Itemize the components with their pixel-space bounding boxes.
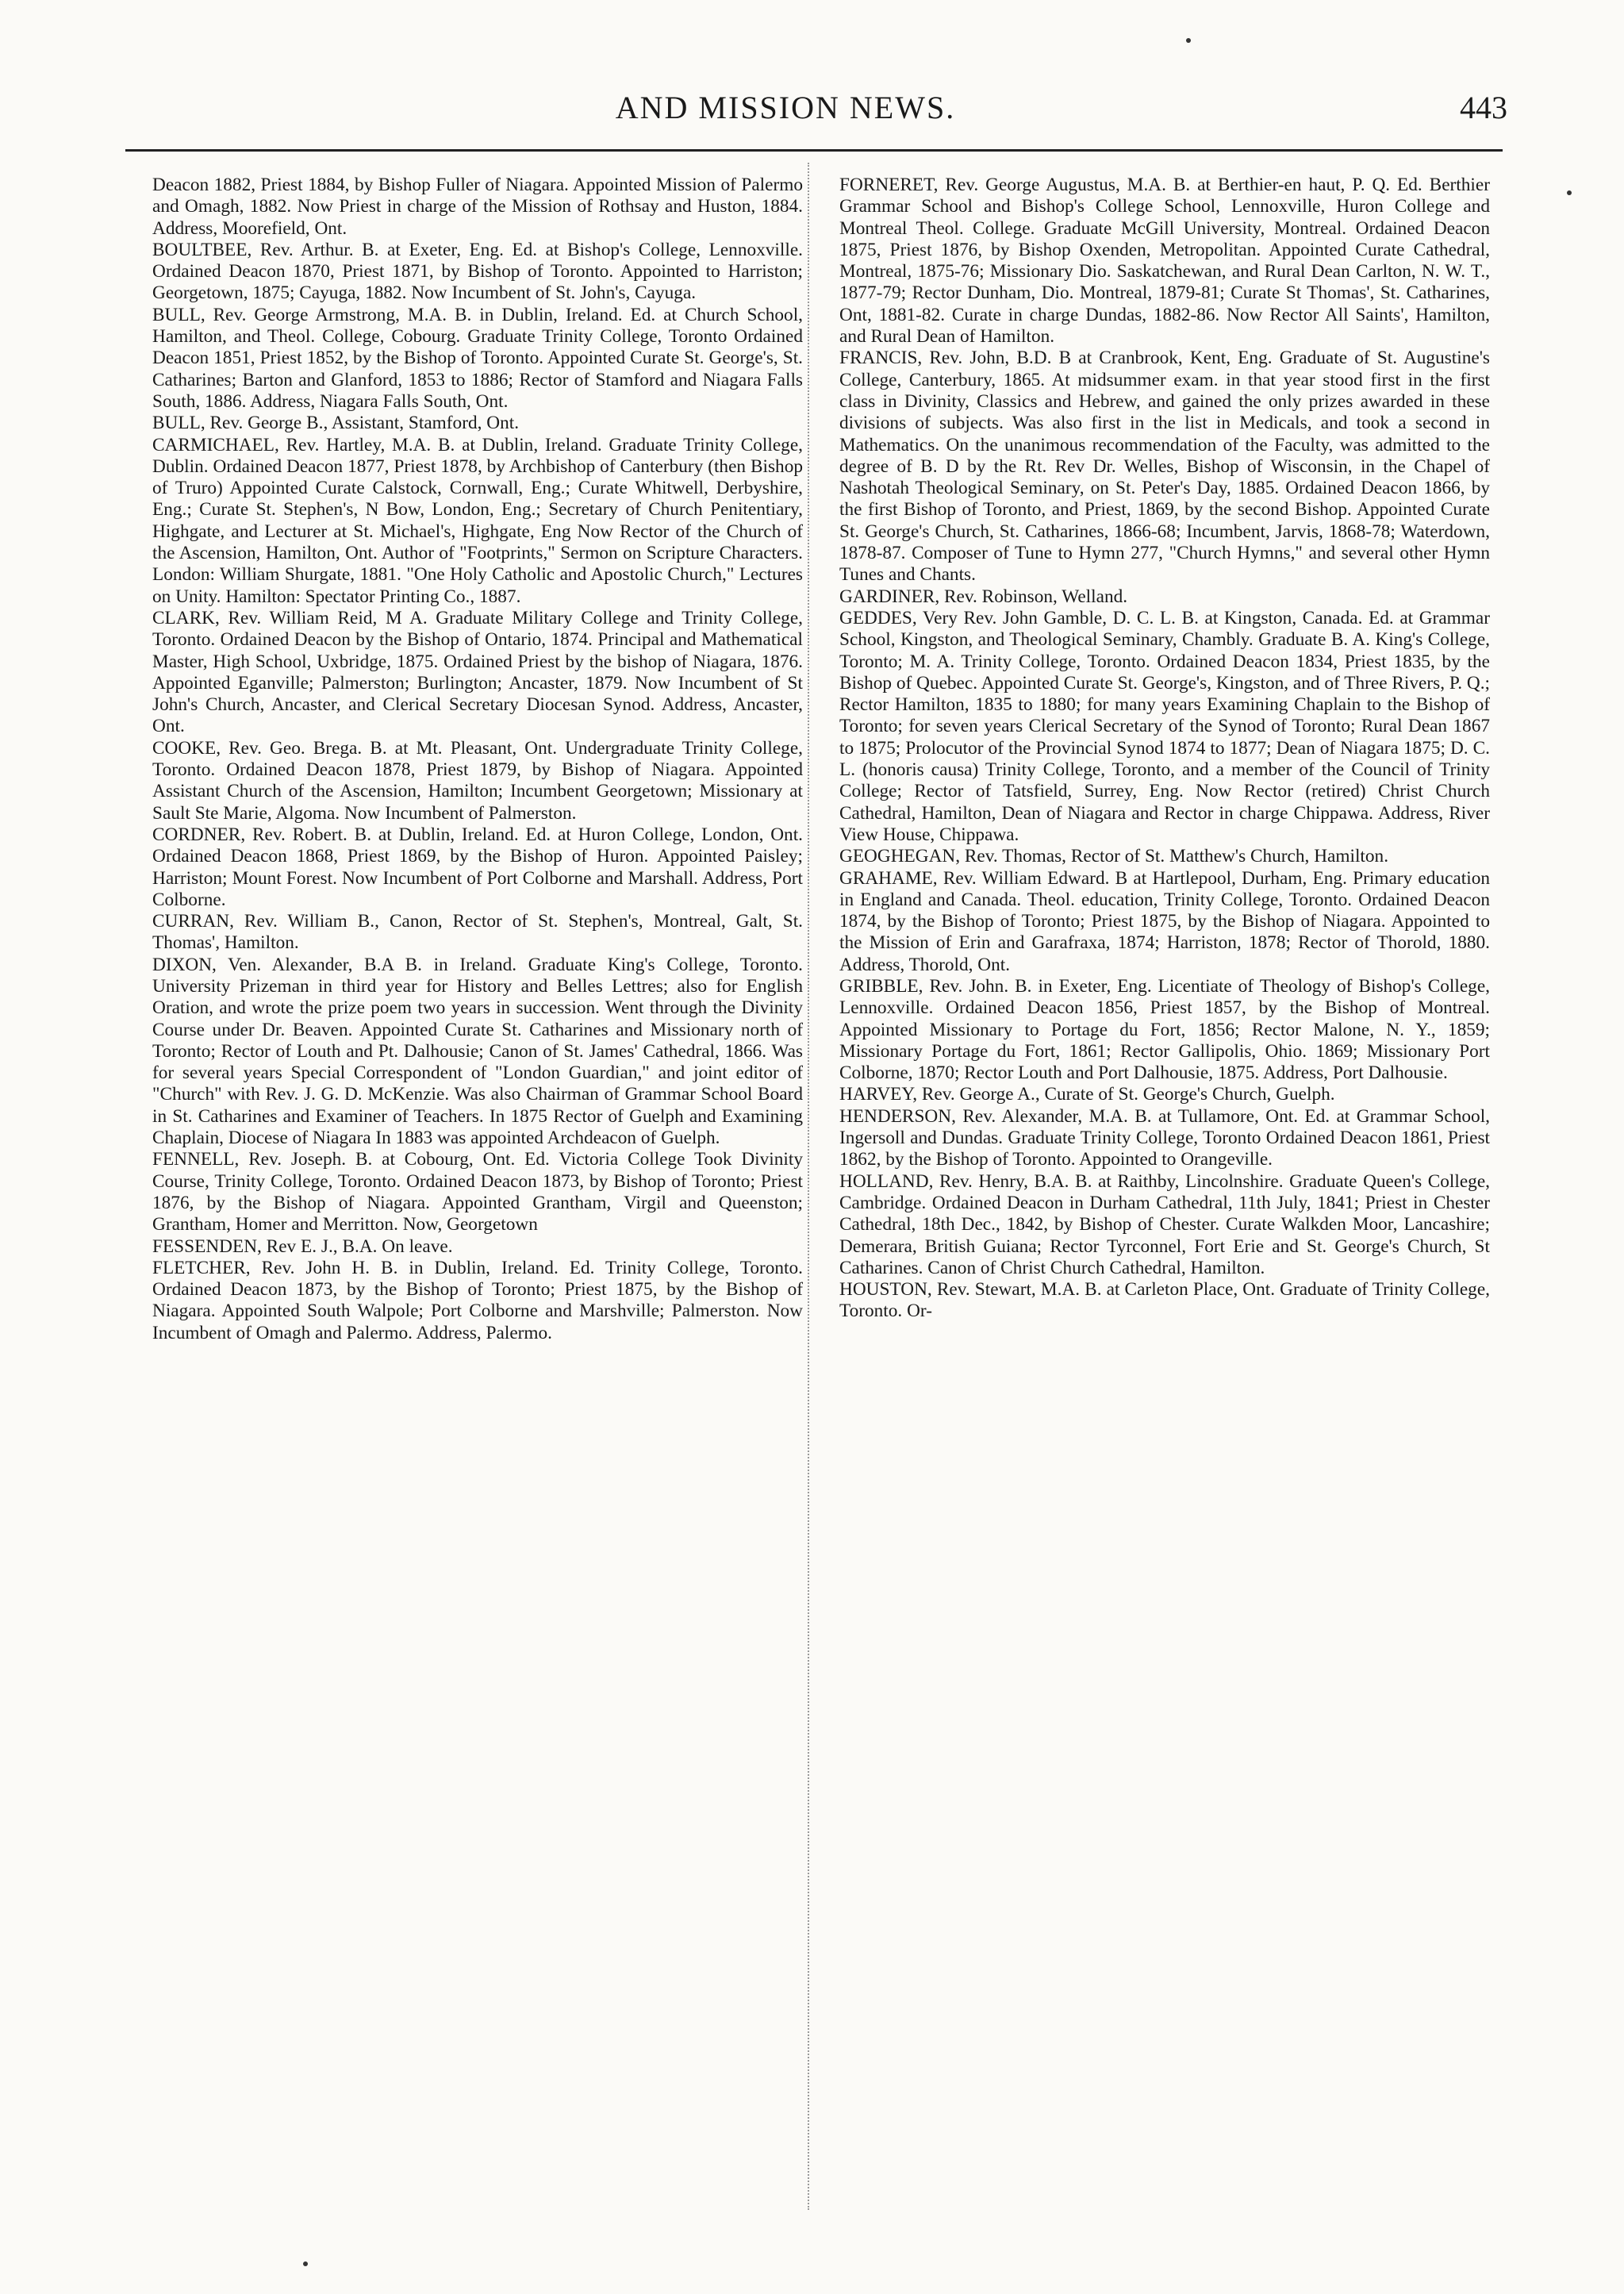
column-divider	[808, 163, 810, 2210]
entry-dixon: DIXON, Ven. Alexander, B.A B. in Ireland. Graduate King's College, Toronto. University Prizeman in third year for History and Belles Lettres; also for English Oration, and wrote the prize poem two years in succession. Went through the Divinity Course under Dr. Beaven. Appointed Curate St. Catharines and Missionary north of Toronto; Rector of Louth and Pt. Dalhousie; Canon of St. James' Cathedral, 1866. Was for several years Special Correspondent of "London Guardian," and joint editor of "Church" with Rev. J. G. D. McKenzie. Was also Chairman of Grammar School Board in St. Catharines and Examiner of Teachers. In 1875 Rector of Guelph and Examining Chaplain, Diocese of Niagara In 1883 was appointed Archdeacon of Guelph.	[152, 954, 803, 1149]
entry-henderson: HENDERSON, Rev. Alexander, M.A. B. at Tullamore, Ont. Ed. at Grammar School, Ingersoll and Dundas. Graduate Trinity College, Toronto Ordained Deacon 1861, Priest 1862, by the Bishop of Toronto. Appointed to Orangeville.	[839, 1105, 1490, 1170]
entry-fessenden: FESSENDEN, Rev E. J., B.A. On leave.	[152, 1235, 453, 1257]
page-number: 443	[1460, 90, 1507, 125]
entry-grahame: GRAHAME, Rev. William Edward. B at Hartlepool, Durham, Eng. Primary education in England and Canada. Theol. education, Trinity College, Toronto. Ordained Deacon 1874, by the Bishop of Toronto; Priest 1875, by the Bishop of Niagara. Appointed to the Mission of Erin and Garafraxa, 1874; Harriston, 1878; Rector of Thorold, 1880. Address, Thorold, Ont.	[839, 867, 1490, 975]
entry-cooke: COOKE, Rev. Geo. Brega. B. at Mt. Pleasant, Ont. Undergraduate Trinity College, Toronto. Ordained Deacon 1878, Priest 1879, by Bishop of Niagara. Appointed Assistant Church of the Ascension, Hamilton; Incumbent Georgetown; Missionary at Sault Ste Marie, Algoma. Now Incumbent of Palmerston.	[152, 737, 803, 824]
entry-bull-george-armstrong: BULL, Rev. George Armstrong, M.A. B. in Dublin, Ireland. Ed. at Church School, Hamilton, and Theol. College, Cobourg. Graduate Trinity College, Toronto Ordained Deacon 1851, Priest 1852, by the Bishop of Toronto. Appointed Curate St. George's, St. Catharines; Barton and Glanford, 1853 to 1886; Rector of Stamford and Niagara Falls South, 1886. Address, Niagara Falls South, Ont.	[152, 304, 803, 412]
running-title: AND MISSION NEWS.	[615, 90, 956, 125]
right-column	[839, 175, 1490, 1323]
entry-clark: CLARK, Rev. William Reid, M A. Graduate Military College and Trinity College, Toronto. Ordained Deacon by the Bishop of Ontario, 1874. Principal and Mathematical Master, High School, Uxbridge, 1875. Ordained Priest by the bishop of Niagara, 1876. Appointed Eganville; Palmerston; Burlington; Ancaster, 1879. Now Incumbent of St John's Church, Ancaster, and Clerical Secretary Diocesan Synod. Address, Ancaster, Ont.	[152, 607, 803, 737]
header-rule	[125, 149, 1503, 152]
entry-gribble: GRIBBLE, Rev. John. B. in Exeter, Eng. Licentiate of Theology of Bishop's College, Lennoxville. Ordained Deacon 1856, Priest 1857, by the Bishop of Montreal. Appointed Missionary to Portage du Fort, 1856; Rector Malone, N. Y., 1859; Missionary Portage du Fort, 1861; Rector Gallipolis, Ohio. 1869; Missionary Port Colborne, 1870; Rector Louth and Port Dalhousie, 1875. Address, Port Dalhousie.	[839, 975, 1490, 1084]
print-speck	[303, 2261, 308, 2266]
page-header	[119, 89, 1507, 136]
entry-francis: FRANCIS, Rev. John, B.D. B at Cranbrook, Kent, Eng. Graduate of St. Augustine's College, Canterbury, 1865. At midsummer exam. in that year stood first in the first class in Divinity, Classics and Hebrew, and gained the only prizes awarded in these divisions of subjects. Was also first in the list in Medicals, and took a second in Mathematics. On the unanimous recommendation of the Faculty, was admitted to the degree of B. D by the Rt. Rev Dr. Welles, Bishop of Wisconsin, in the Chapel of Nashotah Theological Seminary, on St. Peter's Day, 1885. Ordained Deacon 1866, by the first Bishop of Toronto, and Priest, 1869, by the second Bishop. Appointed Curate St. George's Church, St. Catharines, 1866-68; Incumbent, Jarvis, 1868-78; Waterdown, 1878-87. Composer of Tune to Hymn 277, "Church Hymns," and several other Hymn Tunes and Chants.	[839, 348, 1490, 586]
entry-curran: CURRAN, Rev. William B., Canon, Rector of St. Stephen's, Montreal, Galt, St. Thomas', Hamilton.	[152, 911, 803, 954]
entry-continuation: Deacon 1882, Priest 1884, by Bishop Fuller of Niagara. Appointed Mission of Palermo and Omagh, 1882. Now Priest in charge of the Mission of Rothsay and Huston, 1884. Address, Moorefield, Ont.	[152, 175, 803, 239]
left-column	[152, 175, 803, 1344]
entry-fletcher: FLETCHER, Rev. John H. B. in Dublin, Ireland. Ed. Trinity College, Toronto. Ordained Deacon 1873, by the Bishop of Toronto; Priest 1875, by the Bishop of Niagara. Appointed South Walpole; Port Colborne and Marshville; Palmerston. Now Incumbent of Omagh and Palermo. Address, Palermo.	[152, 1257, 803, 1343]
entry-gardiner: GARDINER, Rev. Robinson, Welland.	[839, 586, 1128, 607]
entry-carmichael: CARMICHAEL, Rev. Hartley, M.A. B. at Dublin, Ireland. Graduate Trinity College, Dublin. Ordained Deacon 1877, Priest 1878, by Archbishop of Canterbury (then Bishop of Truro) Appointed Curate Calstock, Cornwall, Eng.; Curate Whitwell, Derbyshire, Eng.; Curate St. Stephen's, N Bow, London, Eng.; Secretary of Church Penitentiary, Highgate, and Lecturer at St. Michael's, Highgate, Eng Now Rector of the Church of the Ascension, Hamilton, Ont. Author of "Footprints," Sermon on Scripture Characters. London: William Shurgate, 1881. "One Holy Catholic and Apostolic Church," Lectures on Unity. Hamilton: Spectator Printing Co., 1887.	[152, 434, 803, 607]
entry-harvey: HARVEY, Rev. George A., Curate of St. George's Church, Guelph.	[839, 1084, 1335, 1105]
entry-houston: HOUSTON, Rev. Stewart, M.A. B. at Carleton Place, Ont. Graduate of Trinity College, Toronto. Or-	[839, 1279, 1490, 1322]
entry-fennell: FENNELL, Rev. Joseph. B. at Cobourg, Ont. Ed. Victoria College Took Divinity Course, Trinity College, Toronto. Ordained Deacon 1873, by Bishop of Toronto; Priest 1876, by the Bishop of Niagara. Appointed Grantham, Virgil and Queenston; Grantham, Homer and Merritton. Now, Georgetown	[152, 1149, 803, 1235]
print-speck	[1186, 38, 1191, 43]
print-speck	[1567, 190, 1572, 195]
entry-geoghegan: GEOGHEGAN, Rev. Thomas, Rector of St. Matthew's Church, Hamilton.	[839, 846, 1389, 867]
entry-boultbee: BOULTBEE, Rev. Arthur. B. at Exeter, Eng. Ed. at Bishop's College, Lennoxville. Ordained Deacon 1870, Priest 1871, by Bishop of Toronto. Appointed to Harriston; Georgetown, 1875; Cayuga, 1882. Now Incumbent of St. John's, Cayuga.	[152, 239, 803, 304]
entry-cordner: CORDNER, Rev. Robert. B. at Dublin, Ireland. Ed. at Huron College, London, Ont. Ordained Deacon 1868, Priest 1869, by the Bishop of Huron. Appointed Paisley; Harriston; Mount Forest. Now Incumbent of Port Colborne and Marshall. Address, Port Colborne.	[152, 824, 803, 910]
entry-bull-george-b: BULL, Rev. George B., Assistant, Stamford, Ont.	[152, 413, 520, 434]
entry-forneret: FORNERET, Rev. George Augustus, M.A. B. at Berthier-en haut, P. Q. Ed. Berthier Grammar School and Bishop's College School, Lennoxville, Huron College and Montreal Theol. College. Graduate McGill University, Montreal. Ordained Deacon 1875, Priest 1876, by Bishop Oxenden, Metropolitan. Appointed Curate Cathedral, Montreal, 1875-76; Missionary Dio. Saskatchewan, and Rural Dean Carlton, N. W. T., 1877-79; Rector Dunham, Dio. Montreal, 1879-81; Curate St Thomas', St. Catharines, Ont, 1881-82. Curate in charge Dundas, 1882-86. Now Rector All Saints', Hamilton, and Rural Dean of Hamilton.	[839, 175, 1490, 348]
entry-geddes: GEDDES, Very Rev. John Gamble, D. C. L. B. at Kingston, Canada. Ed. at Grammar School, Kingston, and Theological Seminary, Chambly. Graduate B. A. King's College, Toronto; M. A. Trinity College, Toronto. Ordained Deacon 1834, Priest 1835, by the Bishop of Quebec. Appointed Curate St. George's, Kingston, and of Three Rivers, P. Q.; Rector Hamilton, 1835 to 1880; for many years Examining Chaplain to the Bishop of Toronto; for seven years Clerical Secretary of the Synod of Toronto; Rural Dean 1867 to 1875; Prolocutor of the Provincial Synod 1874 to 1877; Dean of Niagara 1875; D. C. L. (honoris causa) Trinity College, Toronto, and a member of the Council of Trinity College; Rector of Tatsfield, Surrey, Eng. Now Rector (retired) Christ Church Cathedral, Hamilton, Dean of Niagara and Rector in charge Chippawa. Address, River View House, Chippawa.	[839, 607, 1490, 845]
entry-holland: HOLLAND, Rev. Henry, B.A. B. at Raithby, Lincolnshire. Graduate Queen's College, Cambridge. Ordained Deacon in Durham Cathedral, 11th July, 1841; Priest in Chester Cathedral, 18th Dec., 1842, by Bishop of Chester. Curate Walkden Moor, Lancashire; Demerara, British Guiana; Rector Tyrconnel, Fort Erie and St. George's Church, St Catharines. Canon of Christ Church Cathedral, Hamilton.	[839, 1170, 1490, 1278]
